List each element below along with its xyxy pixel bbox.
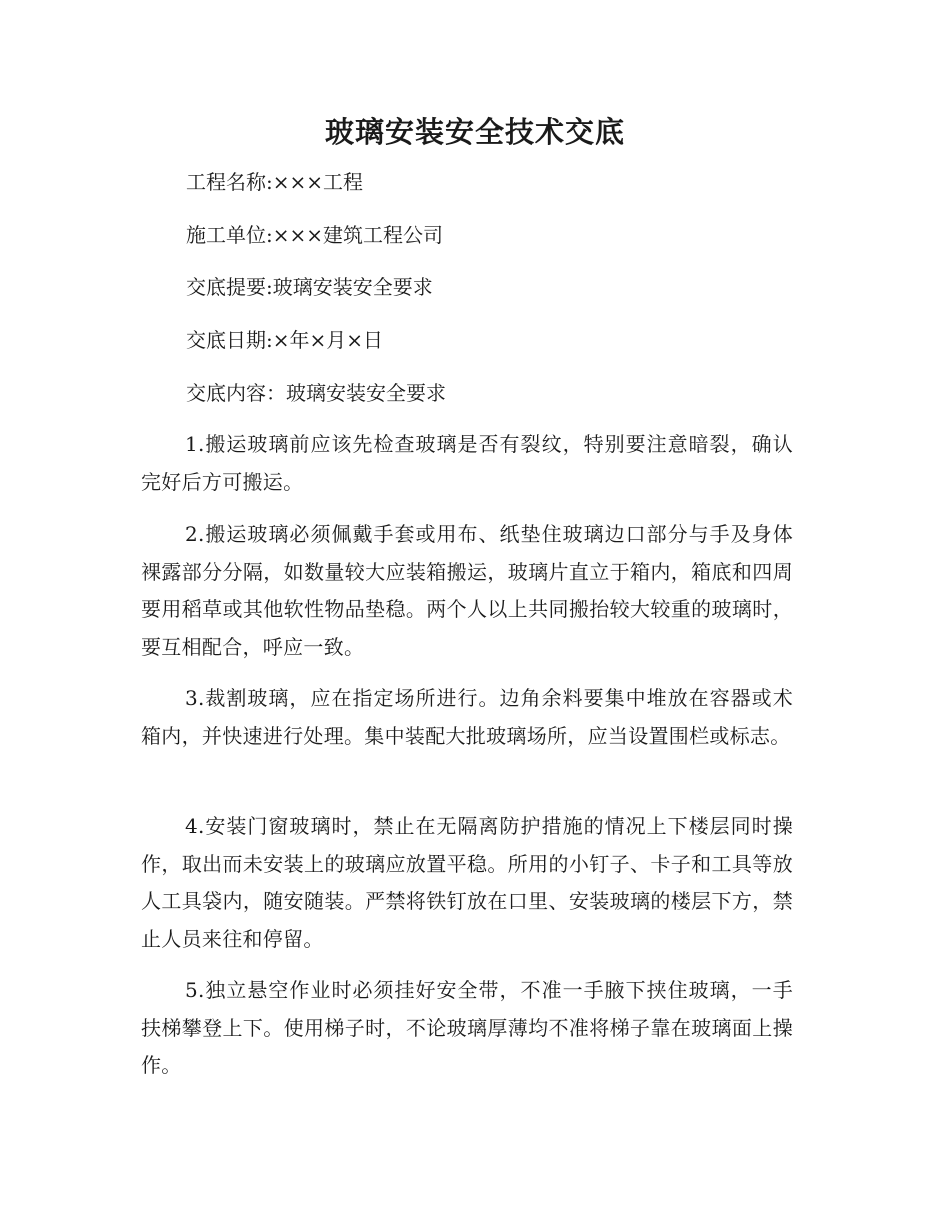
paragraph-5: 5.独立悬空作业时必须挂好安全带，不准一手腋下挟住玻璃，一手扶梯攀登上下。使用梯子时，不论玻璃厚薄均不准将梯子靠在玻璃面上操作。 <box>141 978 793 1077</box>
meta-date: 交底日期:×年×月×日 <box>186 328 384 352</box>
document-title: 玻璃安装安全技术交底 <box>324 115 625 149</box>
meta-project-name: 工程名称:×××工程 <box>186 170 364 194</box>
meta-summary: 交底提要:玻璃安装安全要求 <box>186 275 433 299</box>
meta-construction-unit: 施工单位:×××建筑工程公司 <box>186 223 444 247</box>
paragraph-2: 2.搬运玻璃必须佩戴手套或用布、纸垫住玻璃边口部分与手及身体裸露部分分隔，如数量较大应装箱搬运，玻璃片直立于箱内，箱底和四周要用稻草或其他软性物品垫稳。两个人以上共同搬抬较大较重的玻璃时，要互相配合，呼应一致。 <box>141 522 793 659</box>
meta-content: 交底内容：玻璃安装安全要求 <box>186 381 446 405</box>
paragraph-4: 4.安装门窗玻璃时，禁止在无隔离防护措施的情况上下楼层同时操作，取出而未安装上的玻璃应放置平稳。所用的小钉子、卡子和工具等放人工具袋内，随安随装。严禁将铁钉放在口里、安装玻璃的楼层下方，禁止人员来往和停留。 <box>141 814 793 951</box>
paragraph-3: 3.裁割玻璃，应在指定场所进行。边角余料要集中堆放在容器或术箱内，并快速进行处理。集中装配大批玻璃场所，应当设置围栏或标志。 <box>141 686 793 748</box>
paragraph-1: 1.搬运玻璃前应该先检查玻璃是否有裂纹，特别要注意暗裂，确认完好后方可搬运。 <box>141 432 793 494</box>
